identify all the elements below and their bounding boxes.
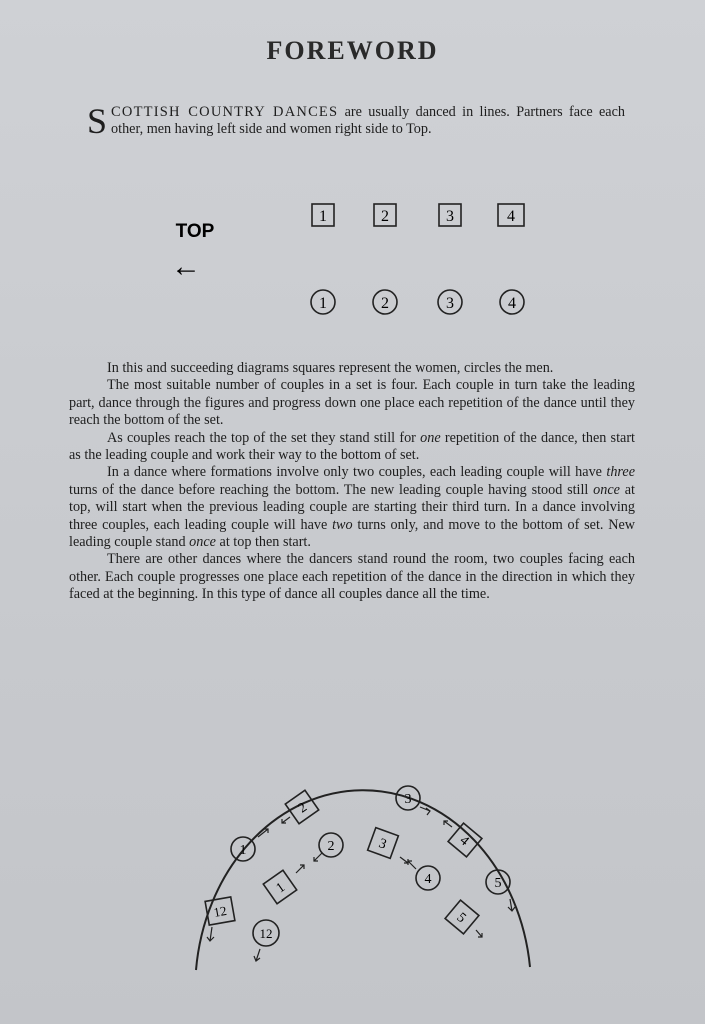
woman-square-3 — [439, 204, 461, 226]
woman-square-4 — [498, 204, 524, 226]
top-arrow-icon: ← — [171, 250, 201, 283]
paragraph-text: As couples reach the top of the set they stand still for — [107, 429, 421, 446]
man-circle-2 — [319, 833, 343, 857]
man-circle-12 — [253, 920, 279, 946]
woman-square-4 — [448, 823, 482, 857]
svg-text:5: 5 — [453, 910, 469, 927]
man-circle-3 — [396, 786, 420, 810]
man-circle-4 — [500, 290, 524, 314]
intro-lead: COTTISH COUNTRY DANCES — [111, 104, 339, 120]
woman-square-3 — [368, 828, 399, 859]
svg-text:2: 2 — [381, 208, 389, 225]
emphasis-text: three — [606, 464, 635, 481]
svg-text:2: 2 — [381, 295, 389, 312]
room-arc — [196, 790, 530, 970]
man-circle-3 — [438, 290, 462, 314]
line-formation-diagram — [0, 190, 705, 330]
man-circle-1 — [311, 290, 335, 314]
svg-text:12: 12 — [212, 902, 228, 921]
man-circle-2 — [373, 290, 397, 314]
man-circle-5 — [486, 870, 510, 894]
svg-text:4: 4 — [507, 208, 515, 225]
paragraph-text: In a dance where formations involve only two couples, each leading couple will have — [107, 464, 607, 481]
svg-text:3: 3 — [404, 792, 412, 807]
svg-text:3: 3 — [376, 836, 389, 853]
body-paragraph — [69, 360, 635, 377]
svg-text:1: 1 — [319, 208, 327, 225]
woman-square-2 — [285, 790, 318, 823]
paragraph-text: There are other dances where the dancers stand round the room, two couples facing each other. Each couple progresses one place each repetition of the dance in the direction in which they faced at the beginning. In this type of dance all couples dance all the time. — [69, 551, 635, 603]
svg-text:4: 4 — [508, 295, 516, 312]
emphasis-text: two — [332, 516, 353, 533]
woman-square-2 — [374, 204, 396, 226]
paragraph-text: at top then start. — [215, 534, 311, 551]
emphasis-text: once — [189, 534, 216, 551]
drop-cap: S — [87, 101, 108, 141]
man-circle-1 — [231, 837, 255, 861]
man-circle-4 — [416, 866, 440, 890]
svg-text:1: 1 — [239, 843, 247, 858]
svg-text:1: 1 — [273, 880, 289, 897]
svg-text:4: 4 — [424, 872, 432, 887]
page-title: FOREWORD — [266, 36, 439, 65]
paragraph-text: turns of the dance before reaching the bottom. The new leading couple having stood still — [69, 481, 594, 498]
svg-text:4: 4 — [456, 833, 472, 850]
body-paragraph — [69, 464, 635, 551]
emphasis-text: one — [420, 429, 441, 446]
intro-paragraph — [77, 101, 625, 141]
woman-square-5 — [445, 900, 479, 934]
paragraph-text: repetition of the dance, then start as the leading couple and work their way to the bottom of set. — [69, 429, 635, 464]
paragraph-text: In this and succeeding diagrams squares represent the women, circles the men. — [107, 360, 554, 376]
intro-text: are usually danced in lines. Partners face each other, men having left side and women right side to Top. — [111, 104, 625, 137]
body-paragraph — [69, 377, 635, 429]
woman-square-1 — [312, 204, 334, 226]
top-label: TOP — [175, 221, 215, 242]
svg-text:5: 5 — [494, 876, 502, 891]
svg-text:3: 3 — [446, 295, 454, 312]
svg-text:1: 1 — [319, 295, 327, 312]
paragraph-text: turns only, and move to the bottom of set. New leading couple stand — [69, 516, 635, 551]
body-paragraph — [69, 430, 635, 465]
paragraph-text: at top, will start when the previous leading couple are starting their third turn. In a dance involving three couples, each leading couple will have — [69, 481, 635, 533]
svg-text:2: 2 — [327, 839, 335, 854]
emphasis-text: once — [593, 481, 620, 498]
woman-square-1 — [263, 870, 296, 903]
svg-text:12: 12 — [259, 926, 273, 941]
svg-text:2: 2 — [295, 800, 311, 817]
svg-text:3: 3 — [446, 208, 454, 225]
body-paragraph — [69, 551, 635, 603]
body-text — [69, 360, 635, 604]
round-the-room-diagram — [180, 765, 540, 980]
paragraph-text: The most suitable number of couples in a set is four. Each couple in turn take the leading part, dance through the figures and progress down one place each repetition of the dance until they reach the bottom of the set. — [69, 377, 635, 429]
